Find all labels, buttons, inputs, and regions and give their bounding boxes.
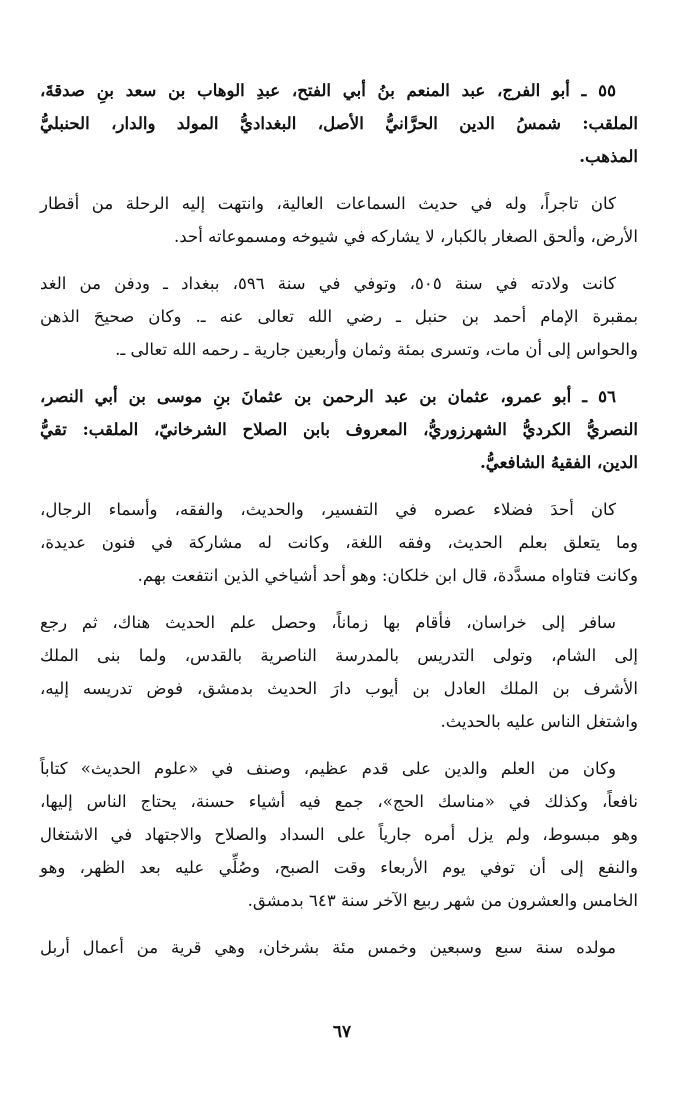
text-line: وما يتعلق بعلم الحديث، وفقه اللغة، وكانت له مشاركة في فنون عديدة، bbox=[40, 533, 638, 552]
text-line: الأشرف بن الملك العادل بن أيوب دارَ الحديث بدمشق، فوض تدريسه إليه، bbox=[40, 679, 638, 698]
page-number: ٦٧ bbox=[332, 1022, 352, 1042]
page-body bbox=[40, 74, 638, 978]
text-line: واشتغل الناس عليه بالحديث. bbox=[440, 712, 638, 731]
text-line: النصريُّ الكرديُّ الشهرزوريُّ، المعروف بابن الصلاح الشرخانيّ، الملقب: تقيُّ bbox=[40, 419, 638, 439]
text-line: كانت ولادته في سنة ٥٠٥، وتوفي في سنة ٥٩٦، ببغداد ـ ودفن من الغد bbox=[40, 274, 616, 293]
biography-heading bbox=[40, 380, 638, 479]
text-line: والنفع إلى أن توفي يوم الأربعاء وقت الصبح، وصُلِّي عليه بعد الظهر، وهو bbox=[40, 858, 638, 877]
text-line: وكان من العلم والدين على قدم عظيم، وصنف في «علوم الحديث» كتاباً bbox=[40, 759, 616, 778]
text-line: ٥٥ ـ أبو الفرج، عبد المنعم بنُ أبي الفتح، عبدِ الوهاب بن سعد بنِ صدقةَ، bbox=[40, 80, 616, 100]
text-line: وكانت فتاواه مسدَّدة، قال ابن خلكان: وهو أحد أشياخي الذين انتفعت بهم. bbox=[137, 566, 638, 585]
text-line: والحواس إلى أن مات، وتسرى بمئة وثمان وأربعين جارية ـ رحمه الله تعالى ـ. bbox=[115, 340, 638, 359]
body-paragraph bbox=[40, 187, 638, 253]
body-paragraph bbox=[40, 931, 638, 964]
body-paragraph bbox=[40, 606, 638, 738]
biography-heading bbox=[40, 74, 638, 173]
text-line: كان أحدَ فضلاء عصره في التفسير، والحديث، والفقه، وأسماء الرجال، bbox=[40, 500, 616, 519]
text-line: كان تاجراً، وله في حديث السماعات العالية، وانتهت إليه الرحلة من أقطار bbox=[40, 194, 616, 213]
text-line: ٥٦ ـ أبو عمرو، عثمان بن عبد الرحمن بن عثمانَ بنِ موسى بن أبي النصر، bbox=[40, 386, 616, 406]
text-line: بمقبرة الإمام أحمد بن حنبل ـ رضي الله تعالى عنه ـ. وكان صحيحَ الذهن bbox=[40, 307, 638, 326]
text-line: مولده سنة سبع وسبعين وخمس مئة بشرخان، وهي قرية من أعمال أربل bbox=[40, 938, 616, 957]
text-line: المذهب. bbox=[579, 146, 638, 166]
text-line: الأرض، وألحق الصغار بالكبار، لا يشاركه في شيوخه ومسموعاته أحد. bbox=[173, 227, 638, 246]
body-paragraph bbox=[40, 267, 638, 366]
text-line: نافعاً، وكذلك في «مناسك الحج»، جمع فيه أشياء حسنة، يحتاج الناس إليها، bbox=[40, 792, 638, 811]
text-line: وهو مبسوط، ولم يزل أمره جارياً على السداد والصلاح والاجتهاد في الاشتغال bbox=[40, 825, 638, 844]
text-line: إلى الشام، وتولى التدريس بالمدرسة الناصرية بالقدس، ولما بنى الملك bbox=[40, 646, 638, 665]
text-line: الدين، الفقيهُ الشافعيُّ. bbox=[480, 452, 638, 472]
text-line: سافر إلى خراسان، فأقام بها زماناً، وحصل علم الحديث هناك، ثم رجع bbox=[40, 613, 616, 632]
body-paragraph bbox=[40, 752, 638, 917]
text-line: الملقب: شمسُ الدين الحرَّانيُّ الأصل، البغداديُّ المولد والدار، الحنبليُّ bbox=[40, 113, 638, 133]
body-paragraph bbox=[40, 493, 638, 592]
text-line: الخامس والعشرون من شهر ربيع الآخر سنة ٦٤٣ بدمشق. bbox=[247, 891, 638, 910]
